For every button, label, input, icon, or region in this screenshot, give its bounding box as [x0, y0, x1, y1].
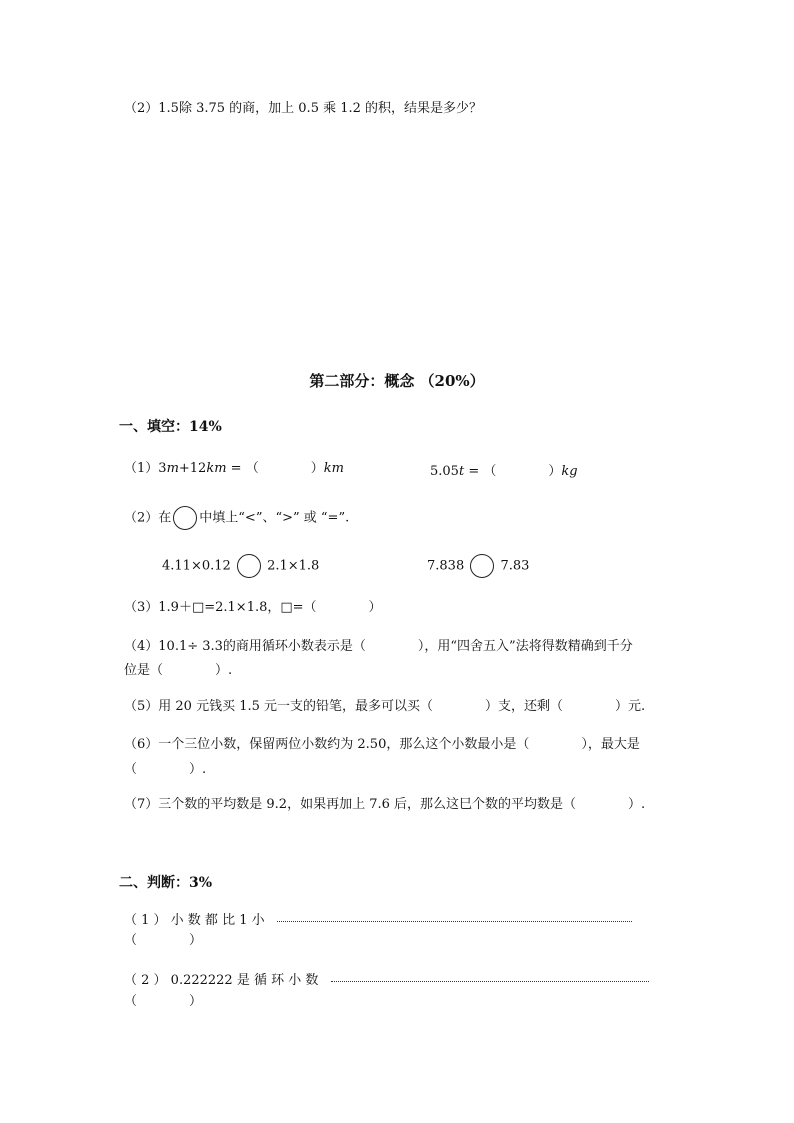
fill-q1-left: [124, 460, 344, 478]
fill-q4-line2: 位是（ ）.: [124, 663, 233, 678]
dotted-leader: [331, 980, 649, 982]
judge-heading: 二、判断：3%: [119, 875, 213, 891]
dotted-leader: [277, 920, 632, 922]
fill-q7: （7）三个数的平均数是 9.2，如果再加上 7.6 后，那么这巳个数的平均数是（ ）.: [124, 797, 646, 812]
judge-2: [124, 969, 676, 988]
q2-suffix: 中填上“<”、“>” 或 “=”.: [199, 510, 350, 526]
q1-plus: +12: [178, 461, 207, 476]
q1r-eq-blank[interactable]: = （ ）: [464, 464, 562, 479]
q1-unit-km: km: [206, 461, 227, 476]
judge-1: [124, 909, 676, 928]
q1-num-a: 3: [158, 461, 167, 476]
fill-blank-heading: 一、填空：14%: [119, 419, 222, 435]
cmp1-right: 2.1×1.8: [267, 558, 320, 574]
q1r-num: 5.05: [430, 464, 459, 479]
circle-icon: [173, 506, 197, 530]
q1-unit-m: m: [166, 461, 179, 476]
fill-q2: [124, 506, 349, 530]
part-two-title: 第二部分：概念 （20%）: [309, 372, 485, 390]
fill-q1-right: [430, 460, 578, 479]
fill-q5: （5）用 20 元钱买 1.5 元一支的铅笔，最多可以买（ ）支，还剩（ ）元.: [124, 699, 646, 714]
judge-2-blank[interactable]: （ ）: [124, 994, 203, 1009]
cmp2-left: 7.838: [427, 558, 465, 574]
compare-1: [162, 554, 319, 578]
compare-2: [427, 554, 529, 578]
q2-prefix: （2）在: [124, 510, 172, 526]
q1-answer-unit: km: [323, 461, 344, 476]
compare-circle-2[interactable]: [470, 554, 494, 578]
question-p1-2: （2）1.5除 3.75 的商，加上 0.5 乘 1.2 的积，结果是多少？: [124, 101, 483, 116]
judge-1-blank[interactable]: （ ）: [124, 933, 203, 948]
q1-prefix: （1）: [124, 461, 159, 476]
cmp1-left: 4.11×0.12: [162, 558, 231, 574]
judge-1-text: （ 1 ） 小 数 都 比 1 小: [124, 913, 265, 928]
fill-q3: （3）1.9＋□=2.1×1.8，□=（ ）: [124, 600, 382, 615]
cmp2-right: 7.83: [500, 558, 530, 574]
q1r-unit-t: t: [458, 464, 465, 479]
fill-q6-line2: （ ）.: [124, 762, 207, 777]
q1-eq-blank[interactable]: = （ ）: [226, 461, 324, 476]
fill-q6-line1: （6）一个三位小数，保留两位小数约为 2.50，那么这个小数最小是（ ），最大是: [124, 737, 640, 752]
fill-q4-line1: （4）10.1÷ 3.3的商用循环小数表示是（ ），用“四舍五入”法将得数精确到千分: [124, 639, 633, 654]
judge-2-text: （ 2 ） 0.222222 是 循 环 小 数: [124, 973, 319, 988]
q1r-unit-kg: kg: [561, 464, 578, 479]
compare-circle-1[interactable]: [237, 554, 261, 578]
